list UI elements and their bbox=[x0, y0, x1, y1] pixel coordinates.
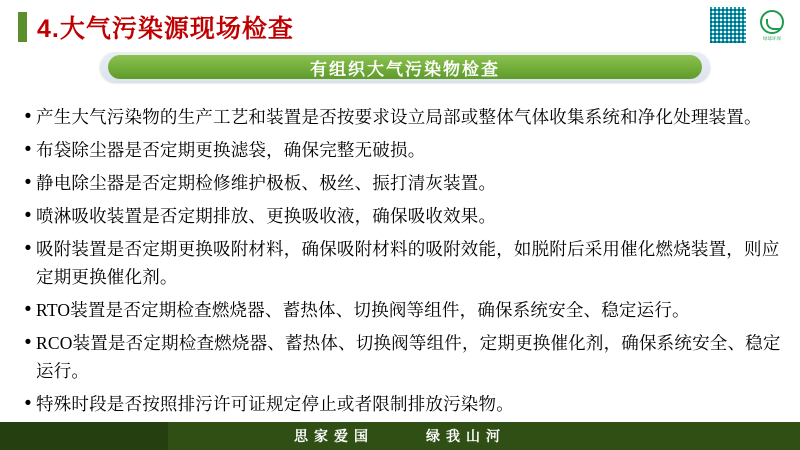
bullet-marker-icon: • bbox=[24, 172, 32, 193]
banner-label: 有组织大气污染物检查 bbox=[310, 59, 500, 79]
list-item-text: 布袋除尘器是否定期更换滤袋，确保完整无破损。 bbox=[36, 140, 426, 160]
list-item-text: 特殊时段是否按照排污许可证规定停止或者限制排放污染物。 bbox=[36, 394, 514, 414]
list-item-text: 喷淋吸收装置是否定期排放、更换吸收液，确保吸收效果。 bbox=[36, 206, 497, 226]
list-item bbox=[20, 169, 782, 197]
list-item-text: RTO装置是否定期检查燃烧器、蓄热体、切换阀等组件，确保系统安全、稳定运行。 bbox=[36, 300, 690, 320]
bullet-marker-icon: • bbox=[24, 106, 32, 127]
list-item bbox=[20, 296, 782, 324]
list-item bbox=[20, 235, 782, 291]
list-item-text: RCO装置是否定期检查燃烧器、蓄热体、切换阀等组件，定期更换催化剂，确保系统安全、稳定运行。 bbox=[36, 333, 781, 381]
footer-left-text: 思家爱国 bbox=[294, 428, 374, 444]
logo bbox=[752, 6, 792, 46]
bullet-marker-icon: • bbox=[24, 238, 32, 259]
bullet-list bbox=[20, 103, 782, 423]
bullet-marker-icon: • bbox=[24, 299, 32, 320]
footer-right-text: 绿我山河 bbox=[426, 428, 506, 444]
list-item bbox=[20, 136, 782, 164]
slide-footer bbox=[0, 422, 800, 450]
title-accent-bar bbox=[18, 12, 27, 42]
list-item bbox=[20, 103, 782, 131]
qr-code-icon[interactable] bbox=[709, 6, 747, 44]
list-item-text: 产生大气污染物的生产工艺和装置是否按要求设立局部或整体气体收集系统和净化处理装置。 bbox=[36, 107, 762, 127]
list-item bbox=[20, 202, 782, 230]
banner-fill bbox=[108, 55, 702, 79]
branding-group bbox=[709, 6, 792, 46]
bullet-marker-icon: • bbox=[24, 139, 32, 160]
list-item-text: 静电除尘器是否定期检修维护极板、极丝、振打清灰装置。 bbox=[36, 173, 497, 193]
globe-leaf-icon bbox=[760, 10, 784, 34]
bullet-marker-icon: • bbox=[24, 205, 32, 226]
logo-caption: 绿球环保 bbox=[762, 36, 781, 42]
bullet-marker-icon: • bbox=[24, 332, 32, 353]
bullet-marker-icon: • bbox=[24, 393, 32, 414]
page-title bbox=[0, 10, 294, 44]
section-banner bbox=[100, 52, 710, 82]
list-item bbox=[20, 390, 782, 418]
list-item bbox=[20, 329, 782, 385]
page-title-text: 4.大气污染源现场检查 bbox=[37, 15, 294, 43]
list-item-text: 吸附装置是否定期更换吸附材料，确保吸附材料的吸附效能，如脱附后采用催化燃烧装置，则应定期更换催化剂。 bbox=[36, 239, 780, 287]
footer-accent-block bbox=[0, 422, 168, 450]
